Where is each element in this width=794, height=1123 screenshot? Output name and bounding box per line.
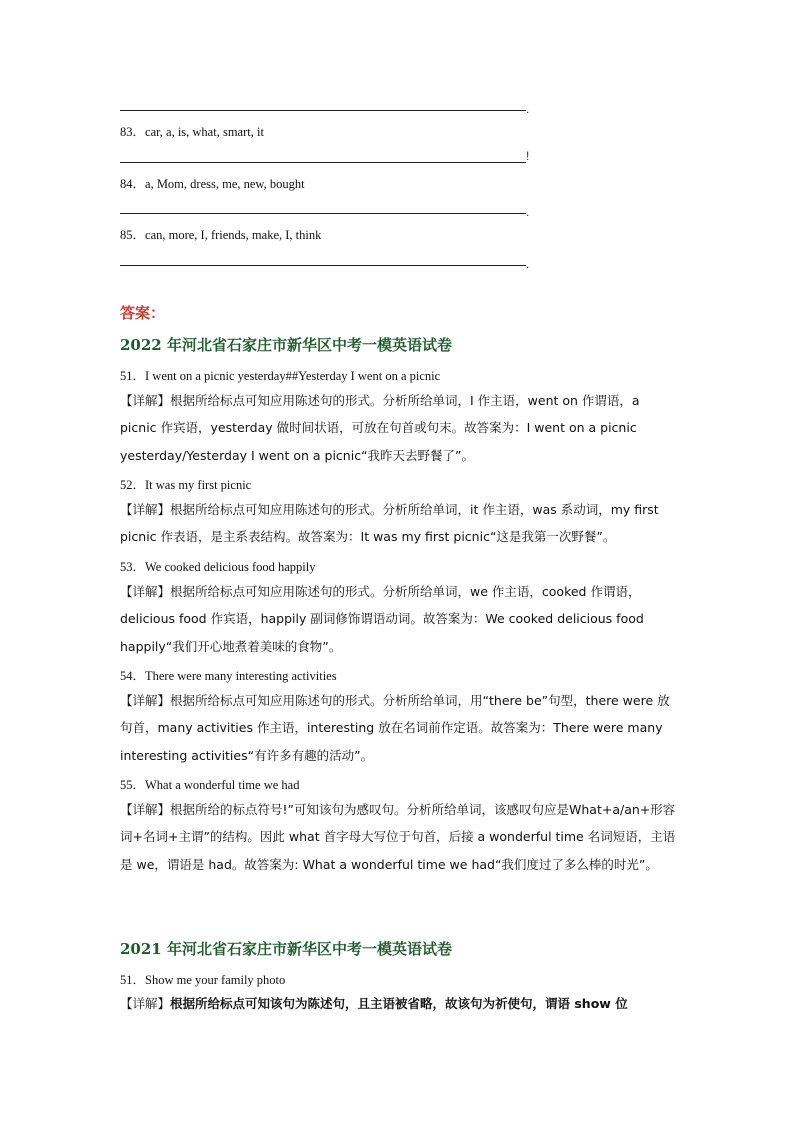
answer-line[interactable] xyxy=(120,265,526,266)
question-words: car, a, is, what, smart, it xyxy=(145,125,264,139)
explanation-51 xyxy=(120,387,680,469)
line-end-mark: . xyxy=(526,257,530,271)
explanation-text: 根据所给标点可知应用陈述句的形式。分析所给单词，we 作主语，cooked 作谓语，delicious food 作宾语，happily 副词修饰谓语动词。故答案为：We cooked delicious food happily“我们开心地煮着美味的食物”。 xyxy=(120,584,644,654)
explanation-53 xyxy=(120,578,680,660)
detail-tag: 【详解】 xyxy=(120,802,171,817)
answer-heading: 答案： xyxy=(120,304,166,322)
explanation-text: 根据所给标点可知应用陈述句的形式。分析所给单词，it 作主语，was 系动词，my first picnic 作表语，是主系表结构。故答案为：It was my first picnic“这是我第一次野餐”。 xyxy=(120,502,659,545)
explanation-text: 根据所给标点可知该句为陈述句，且主语被省略，故该句为祈使句，谓语 show 位 xyxy=(170,996,628,1011)
answer-line[interactable] xyxy=(120,213,526,214)
line-end-mark: . xyxy=(526,205,530,219)
question-85 xyxy=(120,225,321,243)
detail-tag: 【详解】 xyxy=(120,584,171,599)
detail-tag: 【详解】 xyxy=(120,502,171,517)
answer-line[interactable] xyxy=(120,110,526,111)
question-83 xyxy=(120,122,264,140)
explanation-text: 根据所给标点可知应用陈述句的形式。分析所给单词，I 作主语，went on 作谓语，a picnic 作宾语，yesterday 做时间状语，可放在句首或句末。故答案为：I went on a picnic yesterday/Yesterday I went on a picnic“我昨天去野餐了”。 xyxy=(120,393,640,463)
question-number: 85． xyxy=(120,228,146,242)
section-title-2021: 2021 年河北省石家庄市新华区中考一模英语试卷 xyxy=(120,940,452,958)
question-number: 84． xyxy=(120,177,146,191)
line-end-mark: . xyxy=(526,102,530,116)
explanation-51-2021 xyxy=(120,990,680,1017)
answer-51-2021: 51．Show me your family photo xyxy=(120,973,286,987)
answer-55: 55．What a wonderful time we had xyxy=(120,778,300,792)
answer-52: 52．It was my first picnic xyxy=(120,478,252,492)
section-title-2022: 2022 年河北省石家庄市新华区中考一模英语试卷 xyxy=(120,336,452,354)
question-number: 83． xyxy=(120,125,146,139)
question-84 xyxy=(120,174,305,192)
detail-tag: 【详解】 xyxy=(120,393,171,408)
explanation-text: 根据所给的标点符号!”可知该句为感叹句。分析所给单词，该感叹句应是What+a/an+形容词+名词+主谓”的结构。因此 what 首字母大写位于句首，后接 a wonderful time 名词短语，主语是 we，谓语是 had。故答案为: What a wonderful time we had“我们度过了多么棒的时光”。 xyxy=(120,802,676,872)
explanation-text: 根据所给标点可知应用陈述句的形式。分析所给单词，用“there be”句型，there were 放句首，many activities 作主语，interesting 放在名词前作定语。故答案为：There were many interesting activities“有许多有趣的活动”。 xyxy=(120,693,670,763)
answer-54: 54．There were many interesting activities xyxy=(120,669,337,683)
question-words: can, more, I, friends, make, I, think xyxy=(145,228,322,242)
answer-line[interactable] xyxy=(120,162,526,163)
detail-tag: 【详解】 xyxy=(120,996,171,1011)
detail-tag: 【详解】 xyxy=(120,693,171,708)
explanation-54 xyxy=(120,687,680,769)
answer-53: 53．We cooked delicious food happily xyxy=(120,560,316,574)
explanation-52 xyxy=(120,496,680,551)
line-end-mark: ! xyxy=(526,149,530,163)
question-words: a, Mom, dress, me, new, bought xyxy=(145,177,305,191)
explanation-55 xyxy=(120,796,680,878)
answer-51: 51．I went on a picnic yesterday##Yesterday I went on a picnic xyxy=(120,369,441,383)
